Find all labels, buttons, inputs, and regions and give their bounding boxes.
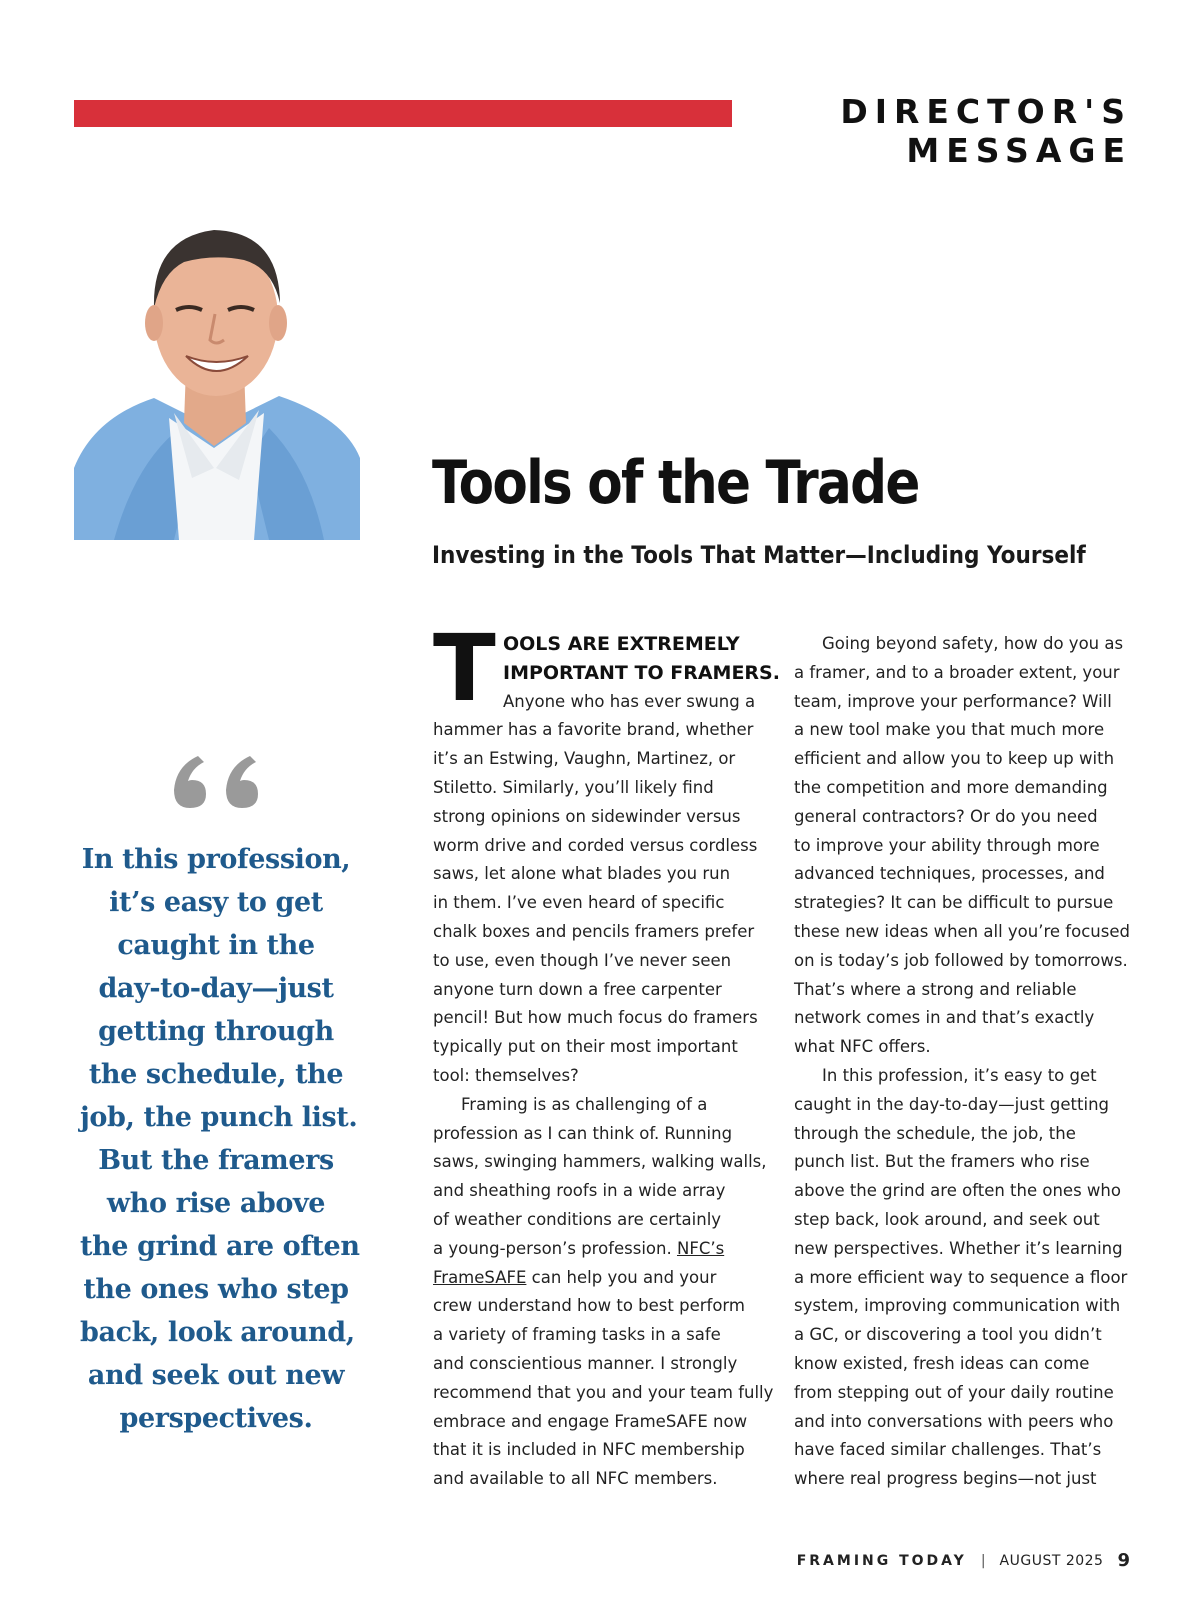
body-line: to use, even though I’ve never seen <box>433 950 732 970</box>
pull-quote-line: the ones who step <box>83 1274 349 1305</box>
pull-quote <box>80 838 360 1440</box>
body-line: general contractors? Or do you need <box>794 806 1098 826</box>
body-line: and into conversations with peers who <box>794 1411 1114 1431</box>
pull-quote-line: and seek out new <box>87 1360 345 1391</box>
pull-quote-line: But the framers <box>98 1145 334 1176</box>
author-photo <box>74 218 360 540</box>
body-line: hammer has a favorite brand, whether <box>433 720 754 740</box>
body-line: saws, swinging hammers, walking walls, <box>433 1152 767 1172</box>
pull-quote-line: it’s easy to get <box>109 887 323 918</box>
pull-quote-line: who rise above <box>106 1188 326 1219</box>
body-line: punch list. But the framers who rise <box>794 1152 1090 1172</box>
body-line: through the schedule, the job, the <box>794 1123 1076 1143</box>
body-line: anyone turn down a free carpenter <box>433 979 722 999</box>
body-line: embrace and engage FrameSAFE now <box>433 1411 748 1431</box>
body-line: In this profession, it’s easy to get <box>822 1065 1097 1085</box>
body-line: worm drive and corded versus cordless <box>433 835 758 855</box>
body-line: a framer, and to a broader extent, your <box>794 662 1120 682</box>
framesafe-link-part-2[interactable]: FrameSAFE <box>433 1267 527 1287</box>
body-line: the competition and more demanding <box>794 777 1108 797</box>
pull-quote-line: the grind are often <box>80 1231 360 1262</box>
pull-quote-line: back, look around, <box>80 1317 355 1348</box>
body-line: know existed, fresh ideas can come <box>794 1353 1090 1373</box>
body-line: Framing is as challenging of a <box>461 1094 708 1114</box>
body-column-right <box>794 630 1140 1494</box>
body-line: a variety of framing tasks in a safe <box>433 1325 721 1345</box>
body-line: saws, let alone what blades you run <box>433 864 731 884</box>
body-line: what NFC offers. <box>794 1037 931 1057</box>
body-line: crew understand how to best perform <box>433 1296 745 1316</box>
body-line: chalk boxes and pencils framers prefer <box>433 921 755 941</box>
pull-quote-line: job, the punch list. <box>80 1102 358 1133</box>
body-line: a more efficient way to sequence a floor <box>794 1267 1128 1287</box>
article-subtitle: Investing in the Tools That Matter—Including Yourself <box>432 541 1086 569</box>
body-line: a GC, or discovering a tool you didn’t <box>794 1325 1102 1345</box>
quote-mark-icon <box>170 752 262 812</box>
body-line: Stiletto. Similarly, you’ll likely find <box>433 777 714 797</box>
header-red-bar <box>74 100 732 127</box>
issue-date: AUGUST 2025 <box>999 1552 1104 1569</box>
body-text: a young-person’s profession. <box>433 1238 677 1258</box>
article-title: Tools of the Trade <box>432 448 919 518</box>
pull-quote-line: perspectives. <box>119 1403 313 1434</box>
body-line: That’s where a strong and reliable <box>794 979 1077 999</box>
body-line: strong opinions on sidewinder versus <box>433 806 741 826</box>
page-number: 9 <box>1117 1550 1130 1571</box>
body-line: a new tool make you that much more <box>794 720 1105 740</box>
pull-quote-line: getting through <box>98 1016 334 1047</box>
body-line: these new ideas when all you’re focused <box>794 921 1130 941</box>
pull-quote-line: the schedule, the <box>88 1059 344 1090</box>
body-line: and sheathing roofs in a wide array <box>433 1181 726 1201</box>
pull-quote-line: day-to-day—just <box>98 973 334 1004</box>
drop-cap: T <box>433 615 496 722</box>
page-footer <box>797 1550 1130 1571</box>
body-line: efficient and allow you to keep up with <box>794 749 1115 769</box>
pull-quote-line: caught in the <box>117 930 315 961</box>
body-line: to improve your ability through more <box>794 835 1100 855</box>
body-line: and conscientious manner. I strongly <box>433 1353 738 1373</box>
body-line: Anyone who has ever swung a <box>503 691 756 711</box>
lead-in-line: IMPORTANT TO FRAMERS. <box>503 661 780 684</box>
framesafe-link-part-1[interactable]: NFC’s <box>676 1238 725 1258</box>
body-line: above the grind are often the ones who <box>794 1181 1121 1201</box>
body-line: in them. I’ve even heard of specific <box>433 893 725 913</box>
body-line: on is today’s job followed by tomorrows. <box>794 950 1128 970</box>
body-line: where real progress begins—not just <box>794 1469 1097 1489</box>
body-line: advanced techniques, processes, and <box>794 864 1105 884</box>
body-line: profession as I can think of. Running <box>433 1123 733 1143</box>
body-line: from stepping out of your daily routine <box>794 1382 1114 1402</box>
body-line: tool: themselves? <box>433 1065 579 1085</box>
body-line: pencil! But how much focus do framers <box>433 1008 758 1028</box>
body-text: can help you and your <box>526 1267 717 1287</box>
section-label: DIRECTOR'S MESSAGE <box>840 92 1132 170</box>
publication-name: FRAMING TODAY <box>796 1552 967 1569</box>
body-line: strategies? It can be difficult to pursue <box>794 893 1114 913</box>
body-line: that it is included in NFC membership <box>433 1440 745 1460</box>
body-line: recommend that you and your team fully <box>433 1382 774 1402</box>
body-line: Going beyond safety, how do you as <box>822 634 1124 653</box>
body-line-with-link <box>433 1235 779 1264</box>
body-column-left <box>433 615 780 1494</box>
body-line: system, improving communication with <box>794 1296 1121 1316</box>
body-line: step back, look around, and seek out <box>794 1209 1100 1229</box>
footer-separator: | <box>980 1552 986 1569</box>
body-line: typically put on their most important <box>433 1037 738 1057</box>
pull-quote-line: In this profession, <box>81 844 351 875</box>
body-line: network comes in and that’s exactly <box>794 1008 1095 1028</box>
lead-in-line: OOLS ARE EXTREMELY <box>503 633 740 655</box>
body-line-with-link <box>433 1264 779 1293</box>
body-line: team, improve your performance? Will <box>794 691 1112 711</box>
body-line: new perspectives. Whether it’s learning <box>794 1238 1123 1258</box>
body-line: and available to all NFC members. <box>433 1469 718 1489</box>
body-line: of weather conditions are certainly <box>433 1209 722 1229</box>
body-line: caught in the day-to-day—just getting <box>794 1094 1110 1114</box>
body-line: have faced similar challenges. That’s <box>794 1440 1102 1460</box>
body-line: it’s an Estwing, Vaughn, Martinez, or <box>433 749 736 769</box>
